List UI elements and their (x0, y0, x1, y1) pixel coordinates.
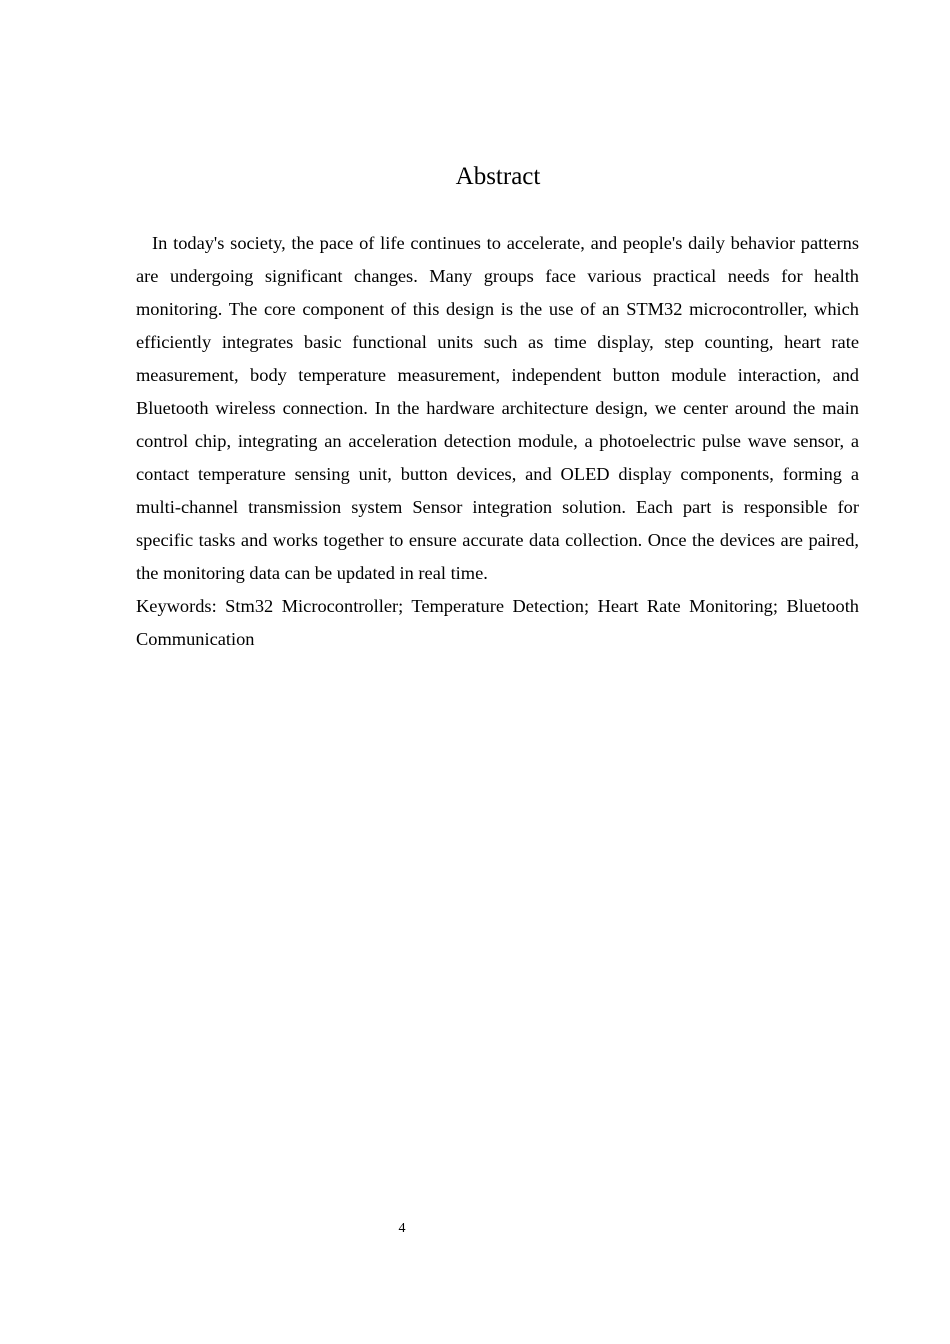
keywords-line: Keywords: Stm32 Microcontroller; Temperature Detection; Heart Rate Monitoring; Bluetooth Communication (136, 596, 859, 649)
abstract-paragraph: In today's society, the pace of life continues to accelerate, and people's daily behavior patterns are undergoing significant changes. Many groups face various practical needs for health monitoring. The core component of this design is the use of an STM32 microcontroller, which efficiently integrates basic functional units such as time display, step counting, heart rate measurement, body temperature measurement, independent button module interaction, and Bluetooth wireless connection. In the hardware architecture design, we center around the main control chip, integrating an acceleration detection module, a photoelectric pulse wave sensor, a contact temperature sensing unit, button devices, and OLED display components, forming a multi-channel transmission system Sensor integration solution. Each part is responsible for specific tasks and works together to ensure accurate data collection. Once the devices are paired, the monitoring data can be updated in real time. (136, 233, 859, 583)
abstract-body (136, 227, 859, 656)
page-title: Abstract (455, 163, 541, 190)
page-number: 4 (398, 1221, 406, 1236)
